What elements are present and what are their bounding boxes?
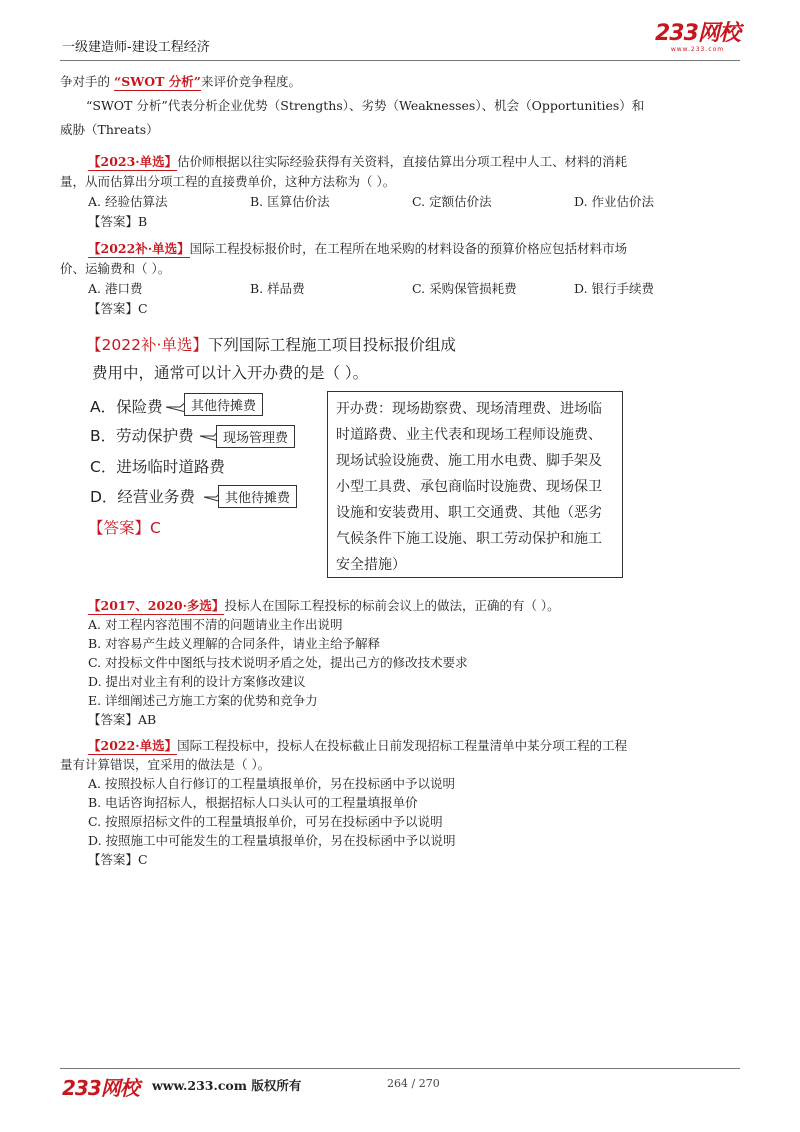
question-text: 下列国际工程施工项目投标报价组成 bbox=[207, 336, 456, 354]
option-d: D. 按照施工中可能发生的工程量填报单价，另在投标函中予以说明 bbox=[88, 833, 456, 848]
option-a: A. 对工程内容范围不清的问题请业主作出说明 bbox=[88, 617, 343, 632]
options-row bbox=[60, 192, 750, 212]
answer: 【答案】C bbox=[88, 852, 148, 867]
slide-option-a: A．保险费 bbox=[90, 398, 163, 416]
answer: 【答案】C bbox=[88, 301, 148, 316]
option-d: D. 提出对业主有利的设计方案修改建议 bbox=[88, 674, 306, 689]
slide-option-c: C．进场临时道路费 bbox=[90, 458, 225, 476]
logo-url: www.233.com bbox=[670, 46, 725, 53]
question-tag: 【2022·单选】 bbox=[88, 738, 178, 753]
question-text: 估价师根据以往实际经验获得有关资料，直接估算出分项工程中人工、材料的消耗 bbox=[177, 154, 628, 169]
option-a: A. 经验估算法 bbox=[88, 194, 168, 209]
footer-logo: 233网校 bbox=[62, 1076, 139, 1100]
page-number: 264 / 270 bbox=[387, 1077, 440, 1090]
option-c: C. 采购保管损耗费 bbox=[412, 281, 517, 296]
option-b: B. 样品费 bbox=[250, 281, 305, 296]
answer: 【答案】AB bbox=[88, 712, 157, 727]
question-stem-line-2: 量有计算错误，宜采用的做法是（ ）。 bbox=[60, 757, 271, 772]
slide-stem-line-2: 费用中，通常可以计入开办费的是（ ）。 bbox=[92, 364, 369, 382]
question-stem-line-2: 量，从而估算出分项工程的直接费单价，这种方法称为（ ）。 bbox=[60, 174, 396, 189]
option-b: B. 匡算估价法 bbox=[250, 194, 330, 209]
intro-prefix: 争对手的 bbox=[60, 74, 111, 89]
slide-option-b: B．劳动保护费 bbox=[90, 427, 194, 445]
option-c: C. 定额估价法 bbox=[412, 194, 492, 209]
document-title: 一级建造师-建设工程经济 bbox=[62, 40, 210, 55]
answer: 【答案】B bbox=[88, 214, 148, 229]
question-stem-line-1 bbox=[60, 736, 750, 755]
option-d: D. 作业估价法 bbox=[574, 194, 655, 209]
intro-line-2: “SWOT 分析”代表分析企业优势（Strengths）、劣势（Weaknesses）、机会（Opportunities）和 bbox=[86, 98, 645, 113]
slide-question-stem bbox=[86, 333, 686, 385]
slide-option-d: D．经营业务费 bbox=[90, 488, 195, 506]
option-b: B. 电话咨询招标人，根据招标人口头认可的工程量填报单价 bbox=[88, 795, 418, 810]
logo-text: 233网校 bbox=[655, 21, 740, 46]
question-tag: 【2022补·单选】 bbox=[86, 336, 208, 354]
question-stem-line-2: 价、运输费和（ ）。 bbox=[60, 261, 171, 276]
option-a: A. 按照投标人自行修订的工程量填报单价，另在投标函中予以说明 bbox=[88, 776, 455, 791]
question-tag: 【2023·单选】 bbox=[88, 154, 178, 169]
question-tag: 【2017、2020·多选】 bbox=[88, 598, 225, 613]
question-text: 国际工程投标报价时，在工程所在地采购的材料设备的预算价格应包括材料市场 bbox=[189, 241, 628, 256]
brand-logo bbox=[655, 22, 740, 53]
callout-other-allocated-2: 其他待摊费 bbox=[218, 485, 297, 508]
slide-stem-line-1 bbox=[86, 333, 686, 357]
question-2022-single bbox=[60, 736, 750, 869]
option-c: C. 对投标文件中图纸与技术说明矛盾之处，提出己方的修改技术要求 bbox=[88, 655, 468, 670]
question-text: 国际工程投标中，投标人在投标截止日前发现招标工程量清单中某分项工程的工程 bbox=[177, 738, 628, 753]
callout-site-management: 现场管理费 bbox=[216, 425, 295, 448]
slide-answer: 【答案】C bbox=[88, 519, 161, 537]
option-b: B. 对容易产生歧义理解的合同条件，请业主给予解释 bbox=[88, 636, 381, 651]
intro-line-3: 威胁（Threats） bbox=[60, 122, 159, 137]
question-stem-line-1 bbox=[60, 596, 750, 615]
intro-paragraph bbox=[60, 72, 750, 140]
callout-other-allocated-1: 其他待摊费 bbox=[184, 393, 263, 416]
question-2017-2020-multiple bbox=[60, 596, 750, 729]
question-2022-supplement-single bbox=[60, 239, 750, 319]
question-stem-line-1 bbox=[60, 239, 750, 259]
options-row bbox=[60, 279, 750, 299]
footer-copyright: www.233.com 版权所有 bbox=[152, 1078, 302, 1093]
preliminary-costs-box: 开办费：现场勘察费、现场清理费、进场临时道路费、业主代表和现场工程师设施费、现场试验设施费、施工用水电费、脚手架及小型工具费、承包商临时设施费、现场保卫设施和安装费用、职工交通费、其他（恶劣气候条件下施工设施、职工劳动保护和施工安全措施） bbox=[327, 391, 623, 578]
option-a: A. 港口费 bbox=[88, 281, 143, 296]
option-e: E. 详细阐述己方施工方案的优势和竞争力 bbox=[88, 693, 318, 708]
intro-suffix: 来评价竞争程度。 bbox=[201, 74, 302, 89]
question-stem-line-1 bbox=[60, 152, 750, 172]
intro-line-1 bbox=[60, 72, 750, 92]
option-c: C. 按照原招标文件的工程量填报单价，可另在投标函中予以说明 bbox=[88, 814, 443, 829]
question-tag: 【2022补·单选】 bbox=[88, 241, 190, 256]
header-divider bbox=[60, 60, 740, 61]
question-text: 投标人在国际工程投标的标前会议上的做法，正确的有（ ）。 bbox=[224, 598, 560, 613]
question-2023-single bbox=[60, 152, 750, 232]
swot-highlight: “SWOT 分析” bbox=[114, 74, 201, 89]
footer-divider bbox=[60, 1068, 740, 1069]
option-d: D. 银行手续费 bbox=[574, 281, 655, 296]
